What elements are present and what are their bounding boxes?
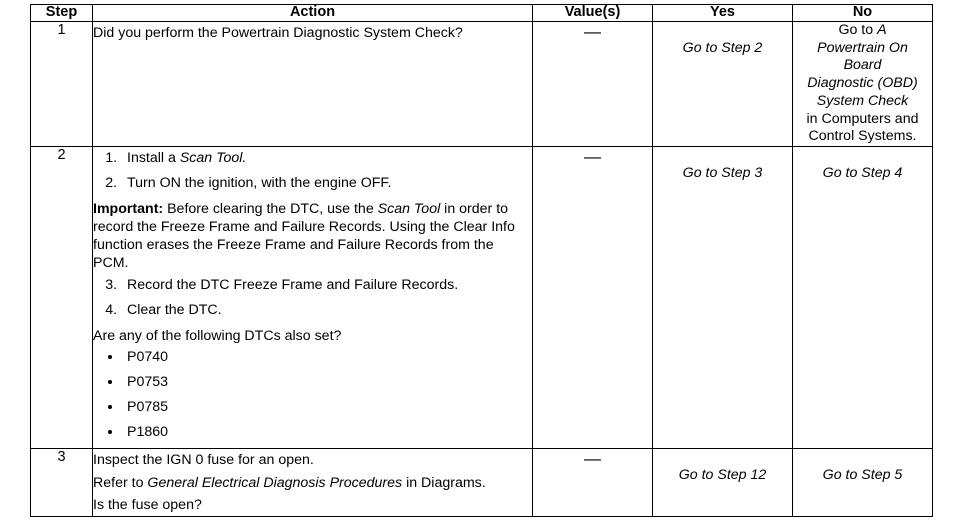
- no-cell: [793, 147, 933, 449]
- no-cell: [793, 21, 933, 146]
- important-label: Important:: [93, 200, 164, 217]
- no-line-6: in Computers and: [806, 110, 919, 127]
- dtc-list: [93, 348, 532, 442]
- list-item: 3. Record the DTC Freeze Frame and Failure Records.: [121, 276, 532, 294]
- yes-goto-link: Go to Step 12: [678, 467, 767, 484]
- action-line-1: Inspect the IGN 0 fuse for an open.: [93, 452, 314, 469]
- list-item: • P1860: [123, 423, 532, 441]
- list-item: [121, 149, 532, 167]
- action-reference: [93, 474, 532, 492]
- action-cell: [93, 21, 533, 146]
- action-cell: [93, 147, 533, 449]
- column-header-yes: Yes: [653, 5, 793, 22]
- step-number: 2: [31, 147, 93, 449]
- yes-content: [653, 22, 792, 58]
- no-line-7: Control Systems.: [808, 128, 917, 145]
- table-row: [31, 21, 933, 146]
- important-note: [93, 200, 532, 273]
- step-number: 1: [31, 21, 93, 146]
- yes-cell: [653, 21, 793, 146]
- yes-goto-link: Go to Step 2: [682, 39, 763, 56]
- list-item: 4. Clear the DTC.: [121, 301, 532, 319]
- cell-spacer: [93, 44, 532, 140]
- action-cell: [93, 449, 533, 517]
- value-cell: —: [533, 147, 653, 449]
- procedure-ref: General Electrical Diagnosis Procedures: [147, 474, 403, 491]
- yes-top: [653, 147, 792, 165]
- list-item: • P0740: [123, 348, 532, 366]
- no-content: [793, 449, 932, 485]
- action-question: Did you perform the Powertrain Diagnostic System Check?: [93, 24, 463, 41]
- no-line-2: Powertrain On: [817, 39, 908, 56]
- yes-content: [653, 147, 792, 183]
- action-steps-second: [93, 276, 532, 319]
- column-header-no: No: [793, 5, 933, 22]
- table-header-row: [31, 5, 933, 22]
- no-line-5: System Check: [816, 92, 909, 109]
- column-header-values: Value(s): [533, 5, 653, 22]
- action-question: Is the fuse open?: [93, 496, 202, 513]
- important-text-a: Before clearing the DTC, use the: [163, 200, 378, 217]
- no-line-4: Diagnostic (OBD): [807, 75, 918, 92]
- scan-tool-ref: Scan Tool.: [179, 150, 247, 167]
- scan-tool-ref: Scan Tool: [377, 200, 441, 217]
- list-item: 2. Turn ON the ignition, with the engine OFF.: [121, 174, 532, 192]
- list-item: • P0753: [123, 373, 532, 391]
- value-cell: —: [533, 21, 653, 146]
- value-cell: —: [533, 449, 653, 517]
- diagnostic-table: [30, 4, 933, 517]
- action-question: Are any of the following DTCs also set?: [93, 327, 342, 344]
- document-page: [0, 4, 962, 528]
- no-top: [793, 147, 932, 165]
- install-text: Install a: [127, 150, 180, 167]
- no-content: [793, 147, 932, 183]
- list-item: • P0785: [123, 398, 532, 416]
- yes-content: [653, 449, 792, 485]
- yes-goto-link: Go to Step 3: [682, 164, 763, 181]
- table-row: [31, 449, 933, 517]
- no-cell: [793, 449, 933, 517]
- no-goto-link: Go to Step 5: [822, 467, 903, 484]
- step-number: 3: [31, 449, 93, 517]
- yes-top: [653, 449, 792, 467]
- table-row: [31, 147, 933, 449]
- no-line-3: Board: [843, 57, 882, 74]
- no-ref-a: A: [877, 21, 887, 38]
- yes-top: [653, 22, 792, 40]
- refer-to-suffix: in Diagrams.: [402, 474, 486, 491]
- refer-to-text: Refer to: [93, 474, 148, 491]
- no-goto-link: Go to Step 4: [822, 164, 903, 181]
- column-header-action: Action: [93, 5, 533, 22]
- yes-cell: [653, 449, 793, 517]
- yes-cell: [653, 147, 793, 449]
- no-line-1: [793, 22, 932, 40]
- table-body: [31, 21, 933, 516]
- action-steps-first: [93, 149, 532, 192]
- no-top: [793, 449, 932, 467]
- table-header: [31, 5, 933, 22]
- important-text-b: in order to record the Freeze Frame and Failure Records. Using the Clear Info function erases the Freeze Frame and Failure Records from the PCM.: [93, 200, 515, 272]
- no-goto-text: Go to: [838, 21, 878, 38]
- column-header-step: Step: [31, 5, 93, 22]
